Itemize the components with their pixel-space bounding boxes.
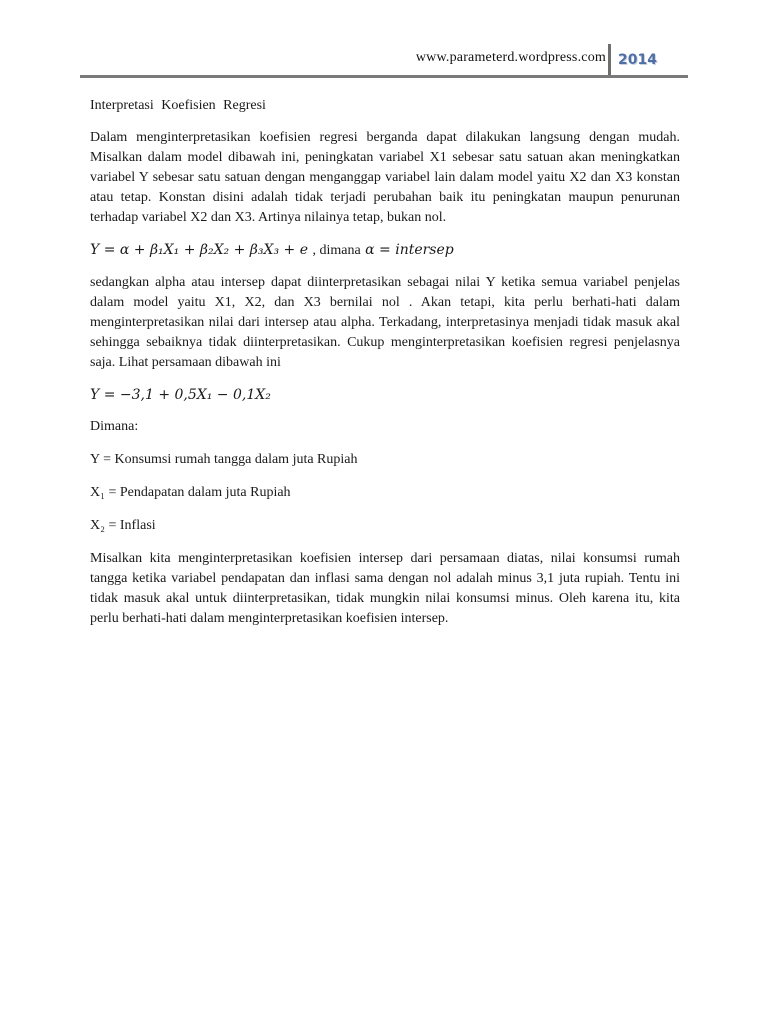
equation-model (90, 240, 680, 261)
equation-model-formula: Y = α + β₁X₁ + β₂X₂ + β₃X₃ + e (90, 242, 308, 258)
definition-y: Y = Konsumsi rumah tangga dalam juta Rupiah (90, 452, 358, 467)
paragraph-intercept: sedangkan alpha atau intersep dapat diinterpretasikan sebagai nilai Y ketika semua variabel penjelas dalam model yaitu X1, X2, dan X3 bernilai nol . Akan tetapi, kita perlu berhati-hati dalam menginterpretasikan nilai dari intersep atau alpha. Terkadang, interpretasinya menjadi tidak masuk akal sehingga sebaiknya tidak diinterpretasikan. Cukup menginterpretasikan koefisien regresi penjelasnya saja. Lihat persamaan dibawah ini (90, 275, 680, 370)
header-divider (608, 44, 611, 78)
paragraph-conclusion: Misalkan kita menginterpretasikan koefisien intersep dari persamaan diatas, nilai konsumsi rumah tangga ketika variabel pendapatan dan inflasi sama dengan nol adalah minus 3,1 juta rupiah. Tentu ini tidak masuk akal untuk diinterpretasikan, tidak mungkin nilai konsumsi minus. Oleh karena itu, kita perlu berhati-hati dalam menginterpretasikan koefisien intersep. (90, 551, 680, 626)
definition-x1: X₁ = Pendapatan dalam juta Rupiah (90, 485, 291, 500)
equation-example: Y = −3,1 + 0,5X₁ − 0,1X₂ (90, 387, 271, 403)
page-header (80, 44, 688, 78)
definition-x2: X₂ = Inflasi (90, 518, 156, 533)
header-rule (80, 75, 688, 78)
equation-model-alpha-definition: α = intersep (365, 242, 454, 258)
header-year: 2014 (618, 52, 657, 68)
document-title: Interpretasi Koefisien Regresi (90, 98, 266, 113)
header-url: www.parameterd.wordpress.com (415, 50, 606, 65)
dimana-label: Dimana: (90, 419, 139, 434)
document-body (90, 96, 680, 641)
equation-model-connector: , dimana (312, 243, 361, 258)
paragraph-intro: Dalam menginterpretasikan koefisien regresi berganda dapat dilakukan langsung dengan mudah. Misalkan dalam model dibawah ini, peningkatan variabel X1 sebesar satu satuan akan meningkatkan variabel Y sebesar satu satuan dengan menganggap variabel lain dalam model yaitu X2 dan X3 konstan atau tetap. Konstan disini adalah tidak terjadi perubahan baik itu peningkatan maupun penurunan terhadap variabel X2 dan X3. Artinya nilainya tetap, bukan nol. (90, 130, 680, 225)
